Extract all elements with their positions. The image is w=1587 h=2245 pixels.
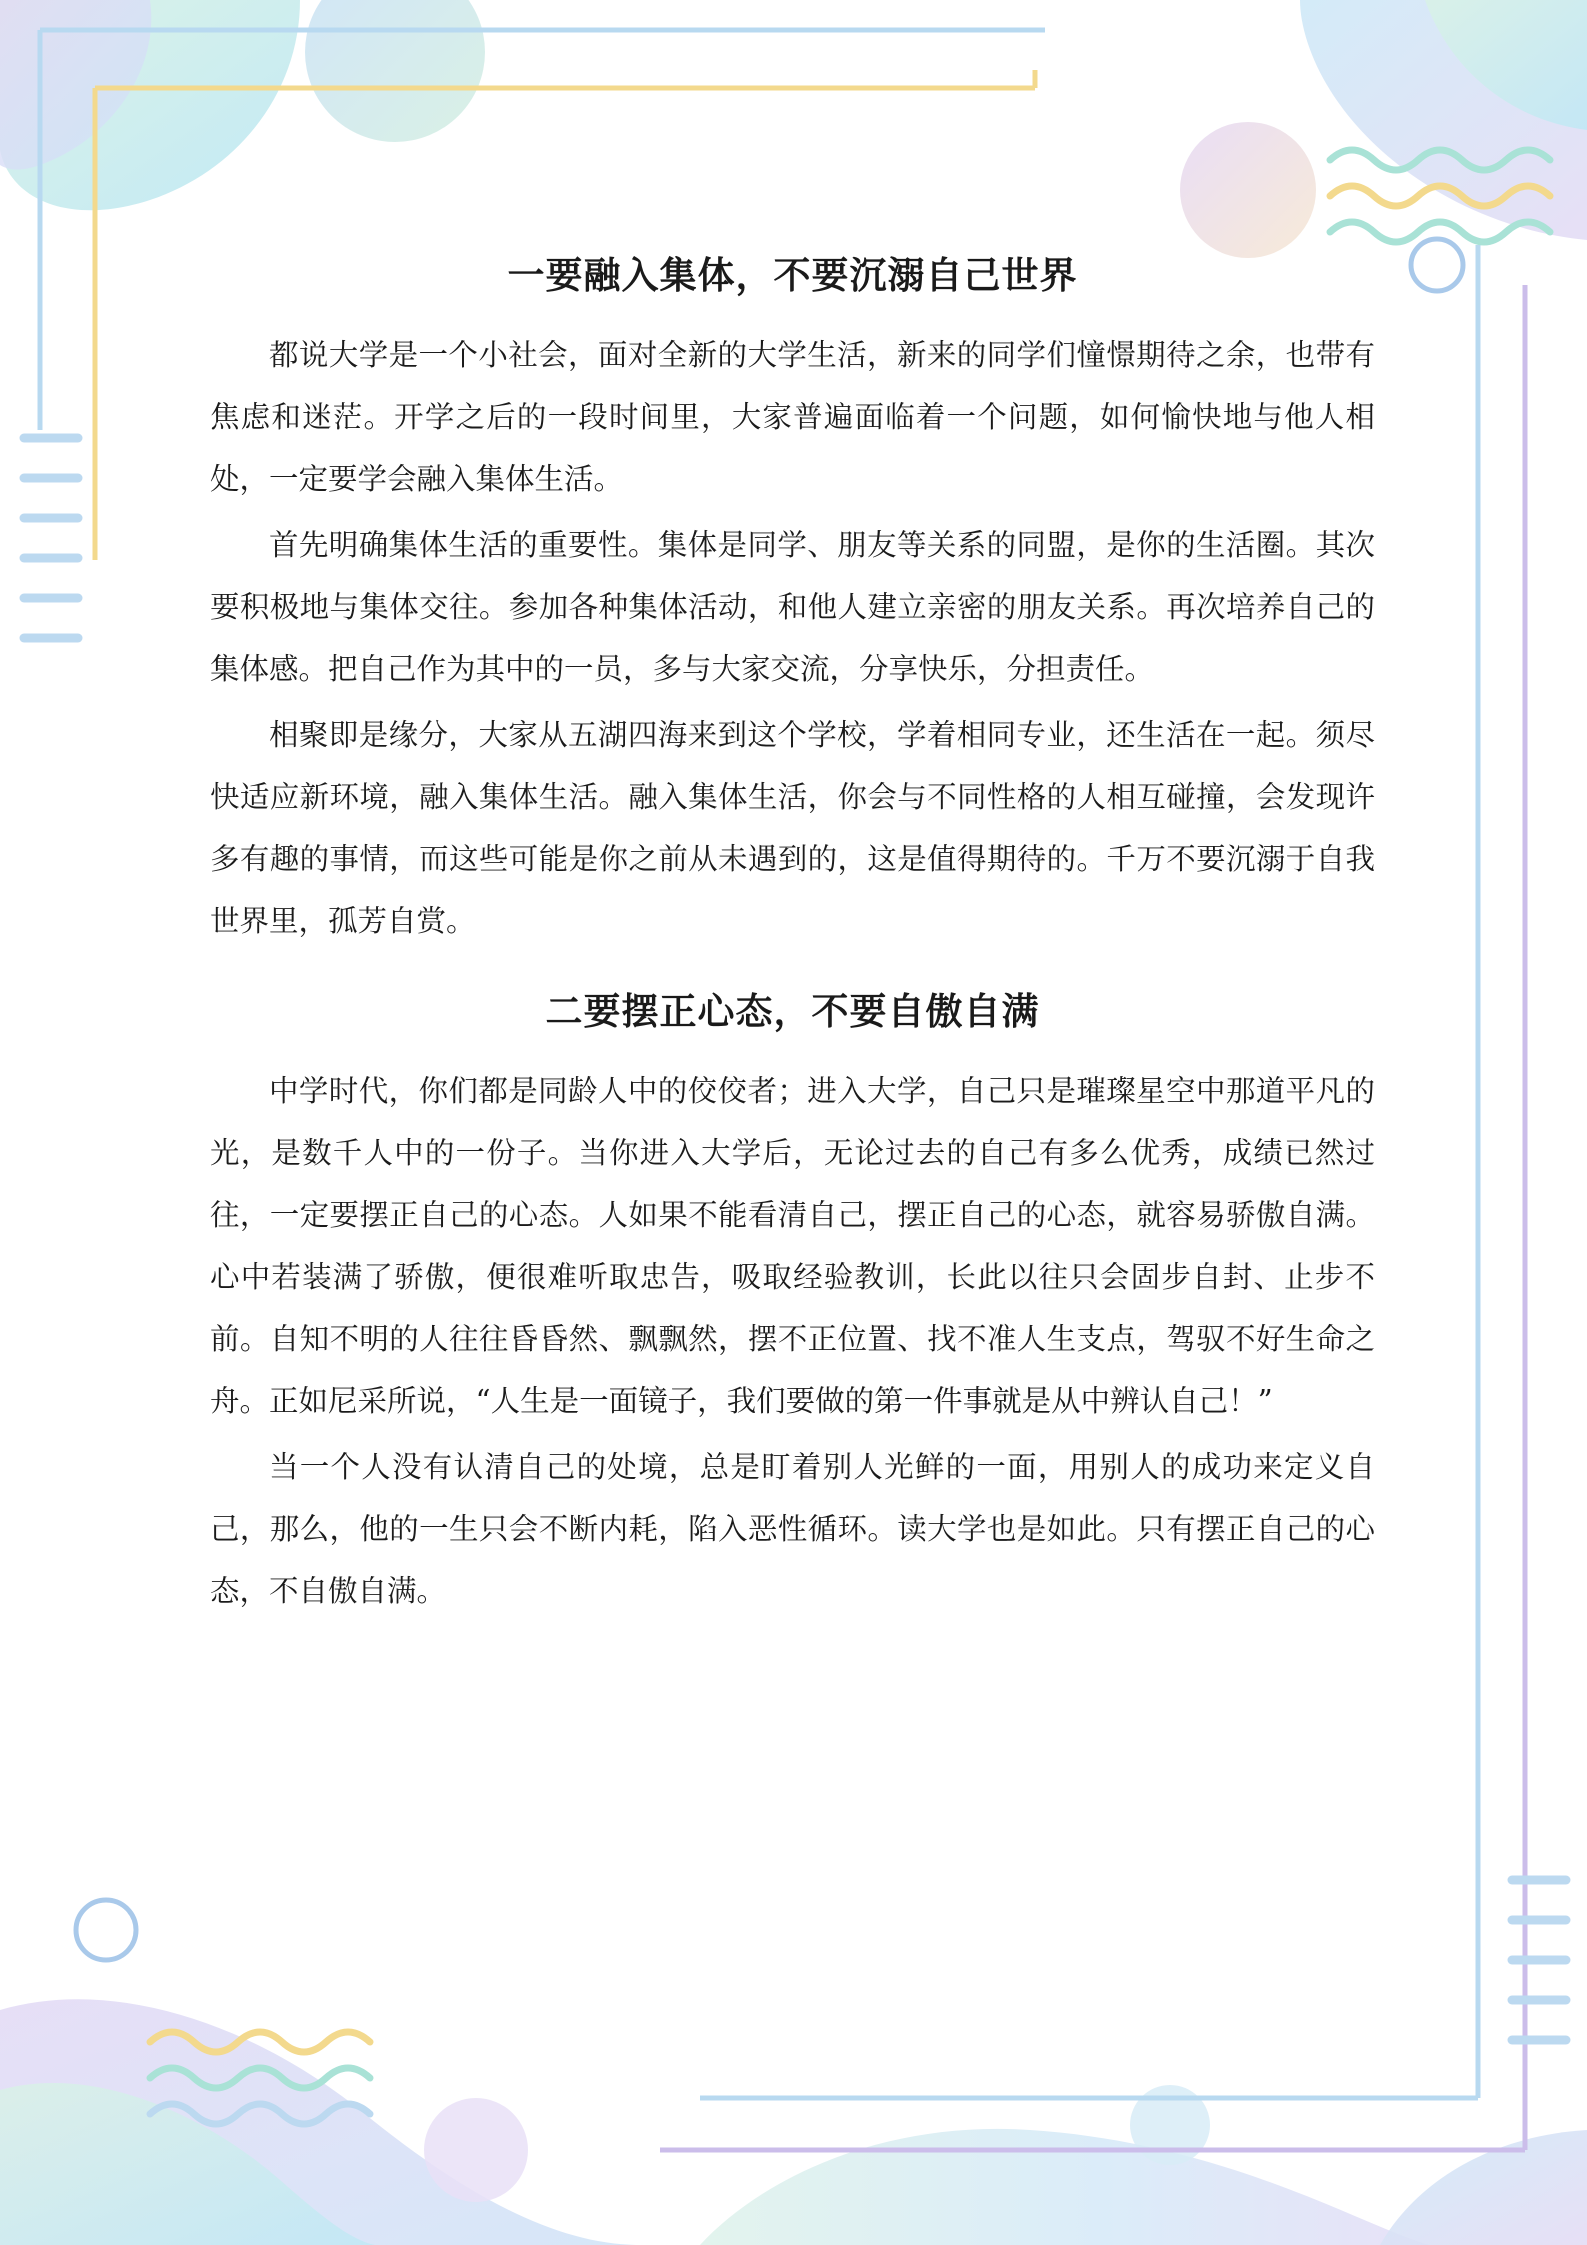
top-right-wave-lines xyxy=(1330,150,1550,242)
circle-outline-top-right xyxy=(1411,239,1463,291)
paragraph: 中学时代，你们都是同龄人中的佼佼者；进入大学，自己只是璀璨星空中那道平凡的光，是数千人中的一份子。当你进入大学后，无论过去的自己有多么优秀，成绩已然过往，一定要摆正自己的心态。人如果不能看清自己，摆正自己的心态，就容易骄傲自满。心中若装满了骄傲，便很难听取忠告，吸取经验教训，长此以往只会固步自封、止步不前。自知不明的人往往昏昏然、飘飘然，摆不正位置、找不准人生支点，驾驭不好生命之舟。正如尼采所说，“人生是一面镜子，我们要做的第一件事就是从中辨认自己！” xyxy=(210,1073,1375,1418)
gradient-blob-top-left xyxy=(0,0,485,210)
paragraph: 都说大学是一个小社会，面对全新的大学生活，新来的同学们憧憬期待之余，也带有焦虑和迷茫。开学之后的一段时间里，大家普遍面临着一个问题，如何愉快地与他人相处，一定要学会融入集体生活。 xyxy=(210,337,1375,496)
paragraph: 当一个人没有认清自己的处境，总是盯着别人光鲜的一面，用别人的成功来定义自己，那么，他的一生只会不断内耗，陷入恶性循环。读大学也是如此。只有摆正自己的心态，不自傲自满。 xyxy=(210,1449,1375,1608)
left-stripe-group xyxy=(24,438,78,638)
section-title-1: 一要融入集体，不要沉溺自己世界 xyxy=(507,254,1078,297)
article-content xyxy=(210,250,1375,1626)
section-title-2: 二要摆正心态，不要自傲自满 xyxy=(545,989,1040,1033)
circle-outline-bottom-left xyxy=(76,1900,136,1960)
gradient-blob-bottom xyxy=(0,1999,1587,2245)
paragraph: 相聚即是缘分，大家从五湖四海来到这个学校，学着相同专业，还生活在一起。须尽快适应新环境，融入集体生活。融入集体生活，你会与不同性格的人相互碰撞，会发现许多有趣的事情，而这些可能是你之前从未遇到的，这是值得期待的。千万不要沉溺于自我世界里，孤芳自赏。 xyxy=(210,717,1375,938)
bottom-left-wave-lines xyxy=(150,2032,370,2124)
right-stripe-group xyxy=(1512,1880,1566,2040)
paragraph: 首先明确集体生活的重要性。集体是同学、朋友等关系的同盟，是你的生活圈。其次要积极地与集体交往。参加各种集体活动，和他人建立亲密的朋友关系。再次培养自己的集体感。把自己作为其中的一员，多与大家交流，分享快乐，分担责任。 xyxy=(210,527,1375,686)
gradient-blob-top-right xyxy=(1180,0,1587,258)
